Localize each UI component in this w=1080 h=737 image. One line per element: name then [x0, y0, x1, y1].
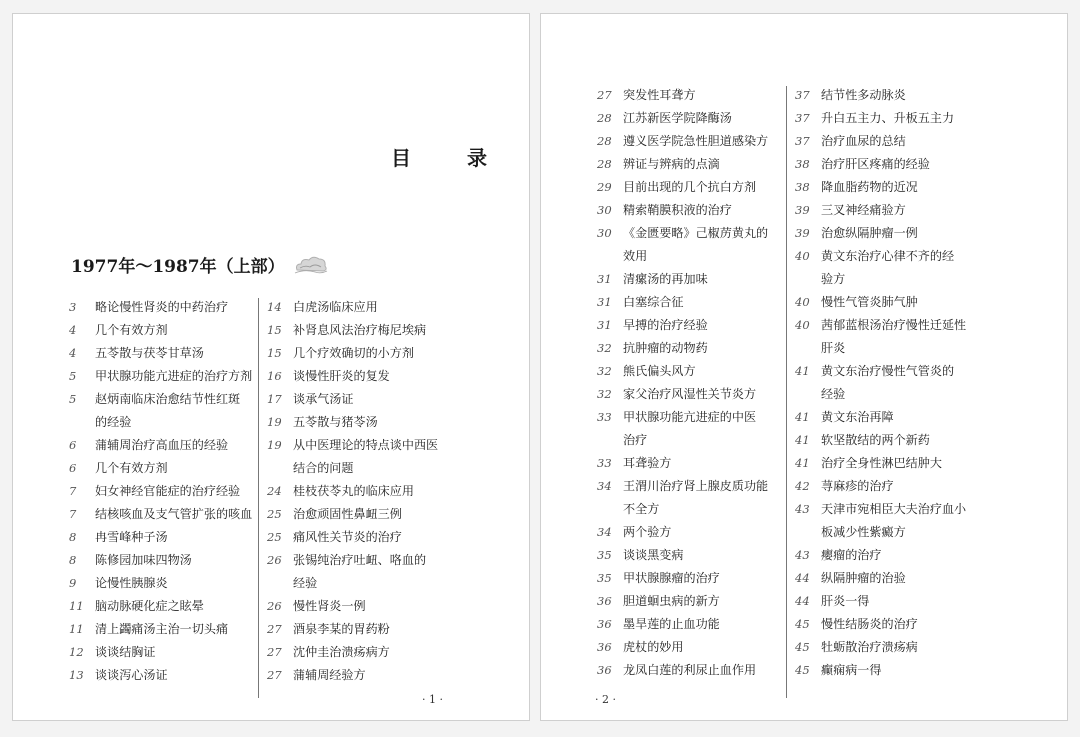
- entry-title: 墨旱莲的止血功能: [623, 617, 720, 631]
- page-ref-number: 5: [69, 369, 77, 383]
- page-ref-number: 28: [597, 111, 612, 125]
- toc-entry: [597, 590, 787, 613]
- entry-title: 从中医理论的特点谈中西医: [293, 438, 439, 452]
- entry-title: 板减少性紫癜方: [821, 525, 906, 539]
- toc-entry: [795, 636, 980, 659]
- entry-title: 虎杖的妙用: [623, 640, 684, 654]
- page-ref-number: 41: [795, 364, 810, 378]
- toc-entry: [267, 296, 457, 319]
- toc-entry: [795, 406, 980, 429]
- entry-title: 清瘰汤的再加味: [623, 272, 708, 286]
- entry-title: 治疗血尿的总结: [821, 134, 906, 148]
- entry-title: 清上蠲痛汤主治一切头痛: [95, 622, 229, 636]
- page-ref-number: 28: [597, 134, 612, 148]
- page-ref-number: 3: [69, 300, 77, 314]
- entry-title: 降血脂药物的近况: [821, 180, 918, 194]
- entry-title: 治疗肝区疼痛的经验: [821, 157, 930, 171]
- page-ref-number: 32: [597, 364, 612, 378]
- entry-title: 妇女神经官能症的治疗经验: [95, 484, 241, 498]
- entry-title: 肝炎一得: [821, 594, 870, 608]
- toc-entry: [267, 319, 457, 342]
- toc-entry: [597, 130, 787, 153]
- toc-column-1: [69, 296, 259, 687]
- entry-title: 结核咳血及支气管扩张的咳血: [95, 507, 253, 521]
- toc-entry: [597, 406, 787, 429]
- entry-title: 谈谈黑变病: [623, 548, 684, 562]
- entry-title: 三叉神经痛验方: [821, 203, 906, 217]
- page-ref-number: 39: [795, 226, 810, 240]
- entry-title: 略论慢性肾炎的中药治疗: [95, 300, 229, 314]
- page-ref-number: 36: [597, 594, 612, 608]
- toc-entry: [795, 590, 980, 613]
- toc-entry: [597, 337, 787, 360]
- page-ref-number: 37: [795, 134, 810, 148]
- toc-entry: [795, 130, 980, 153]
- page-ref-number: 19: [267, 415, 282, 429]
- entry-title: 陈修园加味四物汤: [95, 553, 192, 567]
- page-ref-number: 34: [597, 525, 612, 539]
- entry-title: 龙凤白莲的利尿止血作用: [623, 663, 757, 677]
- toc-entry: [795, 222, 980, 245]
- toc-entry: [597, 383, 787, 406]
- toc-entry: [267, 342, 457, 365]
- toc-entry: [267, 618, 457, 641]
- page-ref-number: 45: [795, 663, 810, 677]
- toc-entry-continuation: [267, 572, 457, 595]
- toc-entry: [69, 618, 259, 641]
- entry-title: 王渭川治疗肾上腺皮质功能: [623, 479, 769, 493]
- entry-title: 抗肿瘤的动物药: [623, 341, 708, 355]
- toc-entry: [597, 107, 787, 130]
- page-ref-number: 40: [795, 295, 810, 309]
- entry-title: 精索鞘膜积液的治疗: [623, 203, 732, 217]
- toc-entry: [267, 503, 457, 526]
- entry-title: 黄文东治再障: [821, 410, 894, 424]
- page-ref-number: 27: [267, 645, 282, 659]
- page-ref-number: 16: [267, 369, 282, 383]
- entry-title: 谈承气汤证: [293, 392, 354, 406]
- toc-entry: [69, 296, 259, 319]
- page-ref-number: 4: [69, 346, 77, 360]
- entry-title: 验方: [821, 272, 846, 286]
- entry-title: 脑动脉硬化症之眩晕: [95, 599, 204, 613]
- toc-entry: [795, 429, 980, 452]
- page-number: · 1 ·: [422, 693, 443, 706]
- entry-title: 《金匮要略》己椒苈黄丸的: [623, 226, 769, 240]
- page-ref-number: 38: [795, 157, 810, 171]
- entry-title: 白塞综合征: [623, 295, 684, 309]
- entry-title: 几个疗效确切的小方剂: [293, 346, 414, 360]
- entry-title: 赵炳南临床治愈结节性红斑: [95, 392, 241, 406]
- toc-entry: [69, 503, 259, 526]
- toc-entry: [69, 664, 259, 687]
- entry-title: 经验: [293, 576, 318, 590]
- toc-entry: [795, 498, 980, 521]
- entry-title: 纵隔肿瘤的治验: [821, 571, 906, 585]
- toc-entry: [795, 314, 980, 337]
- toc-entry: [597, 222, 787, 245]
- toc-entry: [69, 595, 259, 618]
- toc-entry: [597, 291, 787, 314]
- page-ref-number: 17: [267, 392, 282, 406]
- entry-title: 酒泉李某的胃药粉: [293, 622, 390, 636]
- section-title: 1977年～1987年（上部）: [71, 257, 285, 277]
- page-ref-number: 15: [267, 346, 282, 360]
- toc-entry-continuation: [597, 245, 787, 268]
- page-ref-number: 42: [795, 479, 810, 493]
- entry-title: 的经验: [95, 415, 132, 429]
- page-ref-number: 6: [69, 461, 77, 475]
- page-ref-number: 43: [795, 502, 810, 516]
- toc-entry: [267, 434, 457, 457]
- entry-title: 不全方: [623, 502, 660, 516]
- page-title: 目 录: [391, 146, 505, 170]
- entry-title: 熊氏偏头风方: [623, 364, 696, 378]
- page-ref-number: 5: [69, 392, 77, 406]
- page-ref-number: 34: [597, 479, 612, 493]
- entry-title: 治疗全身性淋巴结肿大: [821, 456, 942, 470]
- page-ref-number: 8: [69, 553, 77, 567]
- page-ref-number: 31: [597, 295, 612, 309]
- page-ref-number: 39: [795, 203, 810, 217]
- page-ref-number: 19: [267, 438, 282, 452]
- toc-entry: [795, 659, 980, 682]
- entry-title: 辨证与辨病的点滴: [623, 157, 720, 171]
- page-ref-number: 40: [795, 318, 810, 332]
- page-ref-number: 45: [795, 640, 810, 654]
- page-ref-number: 25: [267, 530, 282, 544]
- toc-entry: [597, 268, 787, 291]
- entry-title: 冉雪峰种子汤: [95, 530, 168, 544]
- toc-entry: [69, 457, 259, 480]
- entry-title: 茜郁蓝根汤治疗慢性迁延性: [821, 318, 967, 332]
- toc-entry-continuation: [795, 521, 980, 544]
- toc-entry: [597, 452, 787, 475]
- toc-entry: [597, 475, 787, 498]
- page-ref-number: 36: [597, 640, 612, 654]
- toc-entry: [795, 452, 980, 475]
- entry-title: 天津市宛相臣大夫治疗血小: [821, 502, 967, 516]
- entry-title: 甲状腺腺瘤的治疗: [623, 571, 720, 585]
- page-ref-number: 45: [795, 617, 810, 631]
- toc-entry: [795, 245, 980, 268]
- entry-title: 沈仲圭治溃疡病方: [293, 645, 390, 659]
- page-ref-number: 43: [795, 548, 810, 562]
- page-number: · 2 ·: [595, 693, 616, 706]
- toc-entry: [267, 595, 457, 618]
- section-heading: [71, 252, 329, 277]
- entry-title: 桂枝茯苓丸的临床应用: [293, 484, 414, 498]
- toc-entry: [597, 567, 787, 590]
- page-ref-number: 35: [597, 571, 612, 585]
- page-ref-number: 8: [69, 530, 77, 544]
- toc-entry-continuation: [795, 337, 980, 360]
- entry-title: 五苓散与茯苓甘草汤: [95, 346, 204, 360]
- toc-entry: [69, 480, 259, 503]
- toc-entry: [267, 411, 457, 434]
- toc-entry: [597, 636, 787, 659]
- entry-title: 几个有效方剂: [95, 461, 168, 475]
- entry-title: 升白五主力、升板五主力: [821, 111, 955, 125]
- page-ref-number: 28: [597, 157, 612, 171]
- entry-title: 痛风性关节炎的治疗: [293, 530, 402, 544]
- entry-title: 结合的问题: [293, 461, 354, 475]
- toc-entry: [795, 475, 980, 498]
- toc-entry: [597, 199, 787, 222]
- entry-title: 荨麻疹的治疗: [821, 479, 894, 493]
- page-ref-number: 44: [795, 594, 810, 608]
- entry-title: 经验: [821, 387, 846, 401]
- page-ref-number: 14: [267, 300, 282, 314]
- entry-title: 论慢性胰腺炎: [95, 576, 168, 590]
- entry-title: 早搏的治疗经验: [623, 318, 708, 332]
- page-ref-number: 27: [267, 668, 282, 682]
- page-ref-number: 6: [69, 438, 77, 452]
- entry-title: 黄文东治疗慢性气管炎的: [821, 364, 955, 378]
- entry-title: 慢性气管炎肺气肿: [821, 295, 918, 309]
- entry-title: 癫痫病一得: [821, 663, 882, 677]
- toc-entry: [795, 107, 980, 130]
- page-ref-number: 41: [795, 410, 810, 424]
- entry-title: 肝炎: [821, 341, 846, 355]
- page-ref-number: 9: [69, 576, 77, 590]
- page-ref-number: 31: [597, 318, 612, 332]
- page-ref-number: 36: [597, 663, 612, 677]
- toc-entry: [597, 613, 787, 636]
- page-ref-number: 38: [795, 180, 810, 194]
- page-ref-number: 37: [795, 111, 810, 125]
- toc-entry: [597, 84, 787, 107]
- page-ref-number: 11: [69, 622, 84, 636]
- toc-entry: [69, 342, 259, 365]
- toc-entry: [597, 360, 787, 383]
- toc-entry: [795, 567, 980, 590]
- page-ref-number: 11: [69, 599, 84, 613]
- page-ref-number: 27: [597, 88, 612, 102]
- toc-column-1: [597, 84, 787, 682]
- entry-title: 几个有效方剂: [95, 323, 168, 337]
- toc-entry: [267, 641, 457, 664]
- entry-title: 甲状腺功能亢进症的治疗方剂: [95, 369, 253, 383]
- toc-entry: [69, 641, 259, 664]
- toc-entry-continuation: [795, 383, 980, 406]
- page-ref-number: 29: [597, 180, 612, 194]
- entry-title: 目前出现的几个抗白方剂: [623, 180, 757, 194]
- toc-entry: [795, 84, 980, 107]
- page-ref-number: 7: [69, 484, 77, 498]
- entry-title: 治疗: [623, 433, 648, 447]
- entry-title: 谈谈泻心汤证: [95, 668, 168, 682]
- entry-title: 效用: [623, 249, 648, 263]
- entry-title: 蒲辅周经验方: [293, 668, 366, 682]
- toc-entry: [597, 544, 787, 567]
- toc-entry: [69, 549, 259, 572]
- entry-title: 慢性肾炎一例: [293, 599, 366, 613]
- page-ref-number: 44: [795, 571, 810, 585]
- page-ref-number: 32: [597, 387, 612, 401]
- toc-entry: [267, 388, 457, 411]
- toc-entry: [597, 176, 787, 199]
- entry-title: 谈慢性肝炎的复发: [293, 369, 390, 383]
- toc-entry-continuation: [69, 411, 259, 434]
- page-ref-number: 30: [597, 226, 612, 240]
- toc-entry: [69, 434, 259, 457]
- page-1: [12, 13, 530, 721]
- page-ref-number: 26: [267, 599, 282, 613]
- toc-entry: [69, 365, 259, 388]
- toc-entry: [69, 319, 259, 342]
- entry-title: 两个验方: [623, 525, 672, 539]
- page-ref-number: 35: [597, 548, 612, 562]
- page-ref-number: 7: [69, 507, 77, 521]
- page-ref-number: 31: [597, 272, 612, 286]
- page-ref-number: 12: [69, 645, 84, 659]
- page-ref-number: 15: [267, 323, 282, 337]
- toc-entry: [267, 549, 457, 572]
- entry-title: 治愈顽固性鼻衄三例: [293, 507, 402, 521]
- entry-title: 治愈纵隔肿瘤一例: [821, 226, 918, 240]
- toc-entry: [795, 199, 980, 222]
- toc-entry: [69, 572, 259, 595]
- toc-entry-continuation: [597, 498, 787, 521]
- toc-entry: [597, 521, 787, 544]
- entry-title: 谈谈结胸证: [95, 645, 156, 659]
- toc-entry: [267, 365, 457, 388]
- toc-entry-continuation: [795, 268, 980, 291]
- toc-entry: [69, 388, 259, 411]
- page-ref-number: 41: [795, 456, 810, 470]
- toc-entry: [795, 613, 980, 636]
- toc-entry-continuation: [267, 457, 457, 480]
- page-ref-number: 37: [795, 88, 810, 102]
- toc-column-2: [267, 296, 457, 687]
- entry-title: 甲状腺功能亢进症的中医: [623, 410, 757, 424]
- entry-title: 突发性耳聋方: [623, 88, 696, 102]
- entry-title: 补肾息风法治疗梅尼埃病: [293, 323, 427, 337]
- column-divider: [786, 86, 787, 698]
- column-divider: [258, 298, 259, 698]
- toc-entry-continuation: [597, 429, 787, 452]
- page-ref-number: 32: [597, 341, 612, 355]
- page-ref-number: 13: [69, 668, 84, 682]
- cloud-ornament-icon: [293, 254, 329, 276]
- entry-title: 家父治疗风湿性关节炎方: [623, 387, 757, 401]
- page-ref-number: 40: [795, 249, 810, 263]
- entry-title: 江苏新医学院降酶汤: [623, 111, 732, 125]
- entry-title: 黄文东治疗心律不齐的经: [821, 249, 955, 263]
- toc-entry: [795, 360, 980, 383]
- entry-title: 五苓散与猪苓汤: [293, 415, 378, 429]
- entry-title: 牡蛎散治疗溃疡病: [821, 640, 918, 654]
- toc-column-2: [795, 84, 980, 682]
- entry-title: 慢性结肠炎的治疗: [821, 617, 918, 631]
- page-ref-number: 41: [795, 433, 810, 447]
- entry-title: 软坚散结的两个新药: [821, 433, 930, 447]
- page-ref-number: 27: [267, 622, 282, 636]
- entry-title: 瘿瘤的治疗: [821, 548, 882, 562]
- toc-entry: [69, 526, 259, 549]
- page-ref-number: 4: [69, 323, 77, 337]
- toc-entry: [597, 314, 787, 337]
- entry-title: 结节性多动脉炎: [821, 88, 906, 102]
- page-ref-number: 26: [267, 553, 282, 567]
- page-ref-number: 33: [597, 456, 612, 470]
- page-ref-number: 33: [597, 410, 612, 424]
- entry-title: 蒲辅周治疗高血压的经验: [95, 438, 229, 452]
- toc-entry: [597, 659, 787, 682]
- toc-entry: [795, 544, 980, 567]
- entry-title: 张锡纯治疗吐衄、咯血的: [293, 553, 427, 567]
- page-2: [540, 13, 1068, 721]
- toc-entry: [597, 153, 787, 176]
- page-ref-number: 24: [267, 484, 282, 498]
- toc-entry: [267, 664, 457, 687]
- page-ref-number: 36: [597, 617, 612, 631]
- entry-title: 耳聋验方: [623, 456, 672, 470]
- toc-entry: [267, 526, 457, 549]
- toc-entry: [795, 153, 980, 176]
- toc-entry: [267, 480, 457, 503]
- page-ref-number: 30: [597, 203, 612, 217]
- toc-entry: [795, 176, 980, 199]
- toc-entry: [795, 291, 980, 314]
- entry-title: 白虎汤临床应用: [293, 300, 378, 314]
- entry-title: 胆道蛔虫病的新方: [623, 594, 720, 608]
- page-ref-number: 25: [267, 507, 282, 521]
- entry-title: 遵义医学院急性胆道感染方: [623, 134, 769, 148]
